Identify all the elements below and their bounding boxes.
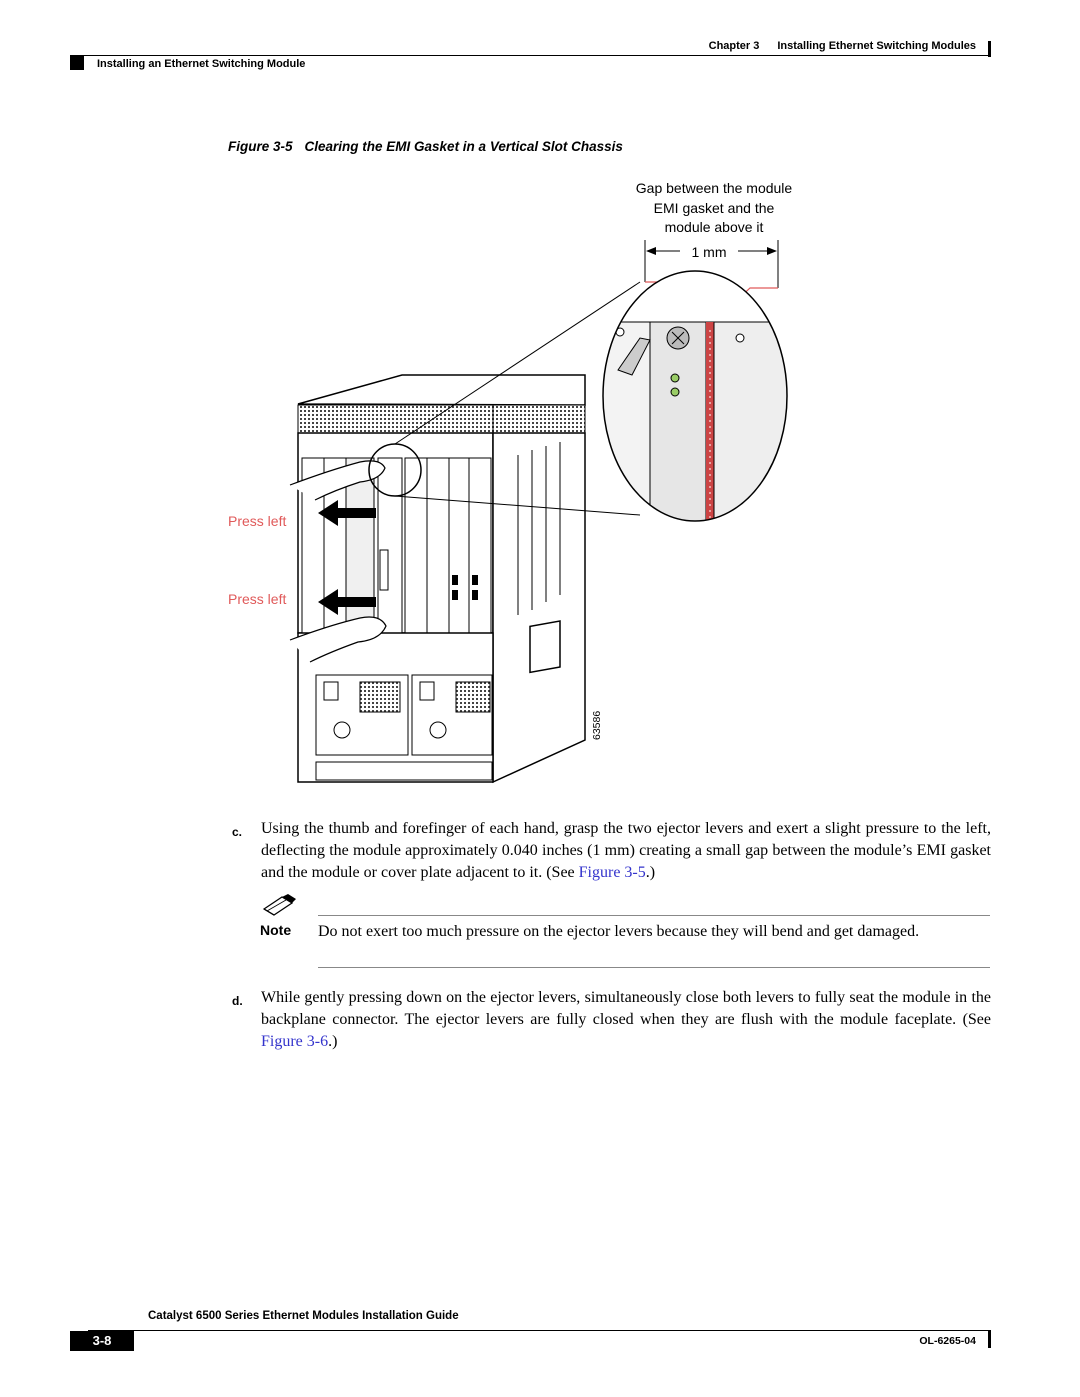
figure-3-5-link[interactable]: Figure 3-5 (578, 864, 646, 881)
page-number: 3-8 (70, 1331, 134, 1351)
note-top-rule (318, 915, 990, 916)
document-number: OL-6265-04 (919, 1335, 976, 1347)
running-header-chapter (709, 40, 976, 52)
step-c-end: .) (645, 864, 656, 881)
step-c-body: Using the thumb and forefinger of each hand, grasp the two ejector levers and exert a slight pressure to the left, deflecting the module approximately 0.040 inches (1 mm) creating a small gap between the module’s EMI gasket and the module or cover plate adjacent to it. (See (261, 820, 991, 881)
figure-caption (228, 139, 623, 154)
step-d-label: d. (232, 994, 243, 1008)
header-marker (70, 56, 84, 70)
note-label: Note (260, 922, 292, 938)
figure-title: Clearing the EMI Gasket in a Vertical Slot Chassis (304, 139, 623, 154)
magnified-detail (600, 270, 804, 532)
step-d-body: While gently pressing down on the ejector levers, simultaneously close both levers to fully seat the module in the backplane connector. The ejector levers are fully closed when they are flush with the module faceplate. (See (261, 989, 991, 1028)
callout-line-2: EMI gasket and the (653, 200, 775, 216)
press-left-label-upper: Press left (228, 513, 287, 529)
step-c (232, 818, 992, 884)
press-left-label-lower: Press left (228, 591, 287, 607)
step-c-label: c. (232, 825, 243, 839)
step-d-text (261, 987, 991, 1053)
footer-edge-bar (988, 1330, 991, 1348)
step-d-end: .) (328, 1033, 338, 1050)
step-c-text (261, 818, 991, 884)
note-text: Do not exert too much pressure on the ejector levers because they will bend and get damaged. (318, 923, 920, 940)
note-pencil-icon (262, 893, 298, 917)
figure-3-6-link[interactable]: Figure 3-6 (261, 1033, 329, 1050)
footer-rule (88, 1330, 991, 1331)
measurement-label: 1 mm (691, 244, 727, 260)
figure-id: 63586 (591, 710, 603, 740)
callout-line-1: Gap between the module (635, 180, 793, 196)
step-d (232, 987, 992, 1053)
chapter-number: Chapter 3 (708, 40, 760, 52)
header-rule (70, 55, 990, 56)
chapter-title: Installing Ethernet Switching Modules (777, 40, 976, 52)
callout-line-3: module above it (664, 219, 764, 235)
figure-number: Figure 3-5 (228, 139, 293, 154)
note-bottom-rule (318, 967, 990, 968)
section-title: Installing an Ethernet Switching Module (97, 58, 306, 70)
chassis-illustration (220, 170, 820, 790)
footer-guide-title: Catalyst 6500 Series Ethernet Modules Installation Guide (148, 1310, 459, 1322)
